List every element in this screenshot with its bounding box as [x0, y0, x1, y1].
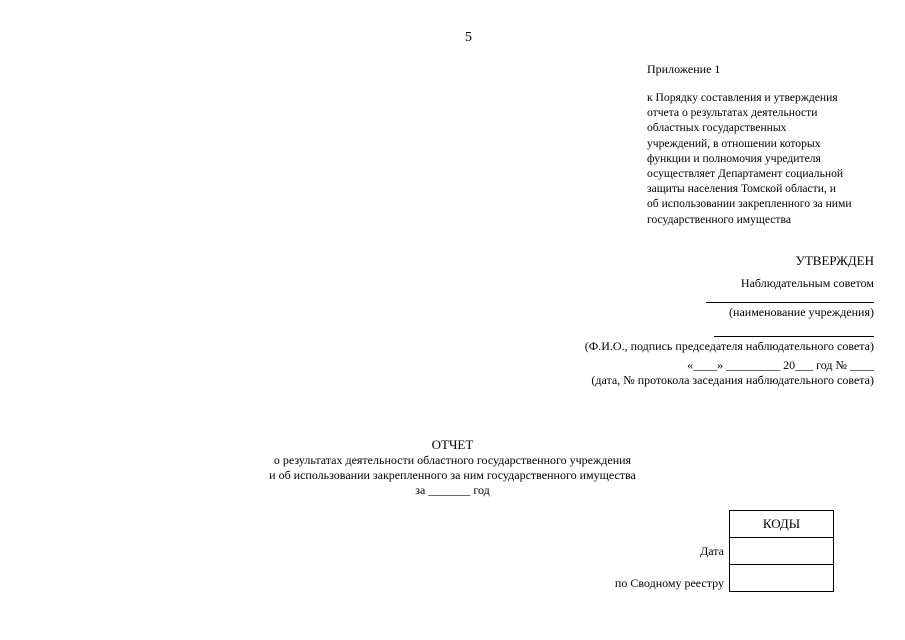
chair-signature-line	[714, 336, 874, 337]
report-title: ОТЧЕТ	[431, 437, 474, 452]
codes-header-row	[730, 511, 834, 538]
codes-header: КОДЫ	[730, 511, 834, 538]
appendix-block	[647, 61, 887, 227]
codes-row-date	[730, 538, 834, 565]
report-subtitle-line: о результатах деятельности областного государственного учреждения	[273, 453, 632, 467]
institution-caption: (наименование учреждения)	[729, 305, 874, 319]
approval-block	[534, 252, 874, 388]
protocol-caption: (дата, № протокола заседания наблюдательного совета)	[591, 373, 874, 387]
chair-caption: (Ф.И.О., подпись председателя наблюдательного совета)	[584, 339, 874, 353]
appendix-line: функции и полномочия учредителя	[647, 151, 821, 165]
codes-registry-label: по Сводному реестру	[614, 576, 724, 590]
appendix-line: учреждений, в отношении которых	[647, 136, 821, 150]
appendix-line: отчета о результатах деятельности	[647, 106, 818, 120]
protocol-date-line: «____» _________ 20___ год № ____	[687, 358, 874, 372]
appendix-line: об использовании закрепленного за ними	[647, 197, 852, 211]
institution-name-line	[706, 302, 874, 303]
appendix-text	[647, 90, 887, 227]
codes-registry-cell	[730, 565, 834, 592]
appendix-line: к Порядку составления и утверждения	[647, 91, 838, 104]
appendix-line: областных государственных	[647, 121, 787, 135]
codes-table	[729, 510, 834, 592]
approval-title: УТВЕРЖДЕН	[795, 253, 874, 268]
council-label: Наблюдательным советом	[740, 276, 874, 290]
appendix-line: осуществляет Департамент социальной	[647, 167, 844, 181]
codes-date-cell	[730, 538, 834, 565]
report-period: за _______ год	[415, 483, 490, 497]
appendix-line: государственного имущества	[647, 212, 791, 226]
page-number: 5	[465, 30, 472, 45]
appendix-line: защиты населения Томской области, и	[647, 182, 836, 196]
codes-date-label: Дата	[700, 544, 724, 558]
report-heading	[250, 436, 655, 498]
codes-row-registry	[730, 565, 834, 592]
appendix-title: Приложение 1	[647, 62, 721, 76]
report-subtitle-line: и об использовании закрепленного за ним государственного имущества	[269, 468, 636, 482]
